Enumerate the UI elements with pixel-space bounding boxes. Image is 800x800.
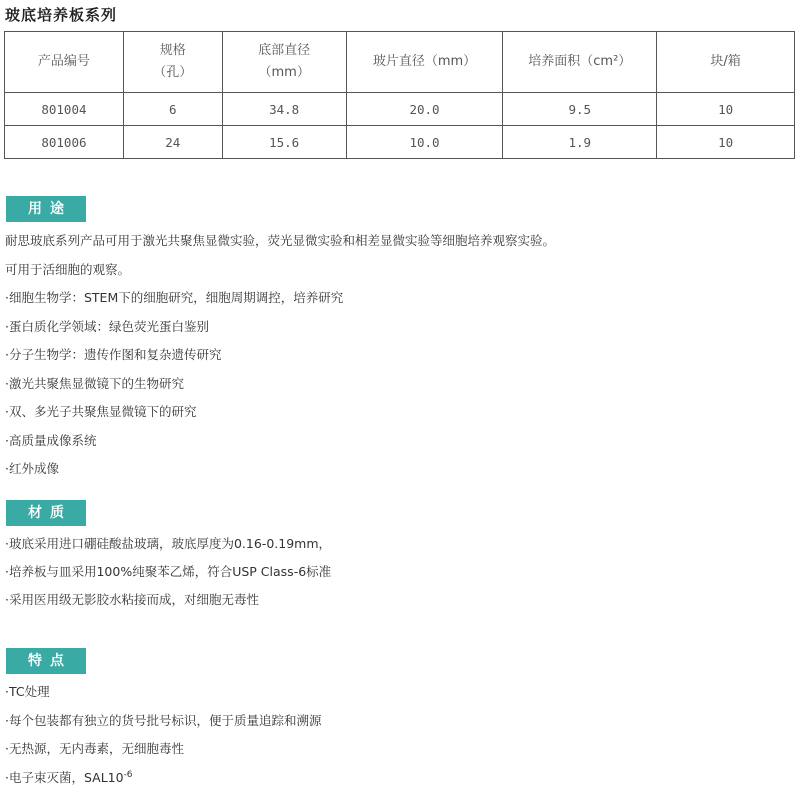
- page-title: 玻底培养板系列: [5, 6, 118, 24]
- usage-bullet: ·激光共聚焦显微镜下的生物研究: [5, 376, 184, 391]
- col-header-product-code: 产品编号: [5, 32, 124, 93]
- table-header-row: [5, 32, 795, 93]
- material-bullet: ·采用医用级无影胶水粘接而成，对细胞无毒性: [5, 592, 259, 607]
- usage-line: 耐思玻底系列产品可用于激光共聚焦显微实验，荧光显微实验和相差显微实验等细胞培养观察实验。: [5, 233, 556, 248]
- cell-per-case: 10: [657, 126, 795, 159]
- cell-bottom-diameter: 15.6: [222, 126, 346, 159]
- cell-glass-diameter: 20.0: [346, 93, 503, 126]
- col-header-culture-area: 培养面积（cm²）: [503, 32, 657, 93]
- usage-bullet: ·分子生物学：遗传作图和复杂遗传研究: [5, 347, 222, 362]
- cell-glass-diameter: 10.0: [346, 126, 503, 159]
- cell-culture-area: 1.9: [503, 126, 657, 159]
- feature-bullet: ·无热源，无内毒素，无细胞毒性: [5, 741, 184, 756]
- usage-bullet: ·细胞生物学：STEM下的细胞研究，细胞周期调控，培养研究: [5, 290, 344, 305]
- usage-line: 可用于活细胞的观察。: [5, 262, 131, 277]
- product-spec-table: [4, 31, 795, 159]
- cell-bottom-diameter: 34.8: [222, 93, 346, 126]
- material-bullet: ·玻底采用进口硼硅酸盐玻璃，玻底厚度为0.16-0.19mm，: [5, 536, 332, 551]
- section-header-usage: 用途: [6, 196, 86, 222]
- usage-bullet: ·高质量成像系统: [5, 433, 97, 448]
- sterilization-text: ·电子束灭菌，SAL10: [5, 770, 124, 785]
- col-header-glass-diameter: 玻片直径（mm）: [346, 32, 503, 93]
- section-header-material: 材质: [6, 500, 86, 526]
- col-header-per-case: 块/箱: [657, 32, 795, 93]
- cell-product-code: 801004: [5, 93, 124, 126]
- table-row: [5, 93, 795, 126]
- feature-bullet: ·TC处理: [5, 684, 50, 699]
- cell-wells: 24: [123, 126, 222, 159]
- cell-culture-area: 9.5: [503, 93, 657, 126]
- usage-bullet: ·双、多光子共聚焦显微镜下的研究: [5, 404, 197, 419]
- section-header-features: 特点: [6, 648, 86, 674]
- material-bullet: ·培养板与皿采用100%纯聚苯乙烯，符合USP Class-6标准: [5, 564, 332, 579]
- col-header-bottom-diameter: 底部直径 （mm）: [222, 32, 346, 93]
- sal-exponent: -6: [123, 769, 133, 780]
- feature-bullet-sterilization: [5, 768, 133, 786]
- feature-bullet: ·每个包装都有独立的货号批号标识，便于质量追踪和溯源: [5, 713, 322, 728]
- cell-per-case: 10: [657, 93, 795, 126]
- usage-bullet: ·蛋白质化学领域：绿色荧光蛋白鉴别: [5, 319, 209, 334]
- cell-product-code: 801006: [5, 126, 124, 159]
- cell-wells: 6: [123, 93, 222, 126]
- table-row: [5, 126, 795, 159]
- col-header-wells: 规格 （孔）: [123, 32, 222, 93]
- usage-bullet: ·红外成像: [5, 461, 59, 476]
